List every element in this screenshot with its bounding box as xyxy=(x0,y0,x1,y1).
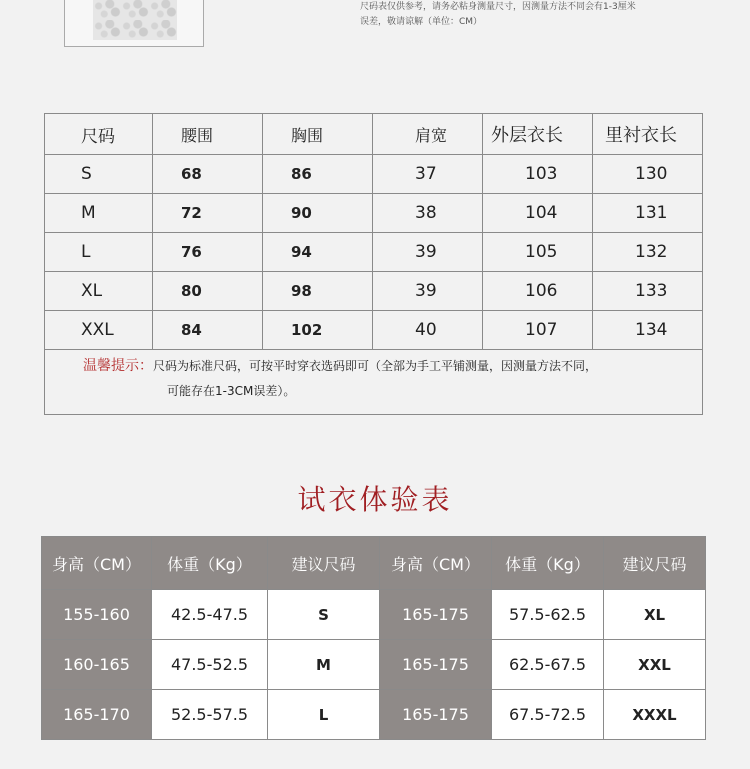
fit-section-title: 试衣体验表 xyxy=(297,483,453,516)
tips-line2: 可能存在1-3CM误差）。 xyxy=(167,384,296,398)
table-row xyxy=(45,155,703,194)
cell-weight: 42.5-47.5 xyxy=(152,590,268,640)
size-chart-table xyxy=(44,113,703,415)
cell-height: 165-175 xyxy=(380,640,492,690)
cell-suggested-size: M xyxy=(268,640,380,690)
cell-shoulder: 37 xyxy=(373,155,483,194)
tips-row xyxy=(45,350,703,415)
cell-waist: 68 xyxy=(153,155,263,194)
header-height: 身高（CM） xyxy=(380,537,492,590)
cell-size: S xyxy=(45,155,153,194)
cell-lining-length: 132 xyxy=(593,233,703,272)
tips-text1: 尺码为标准尺码，可按平时穿衣选码即可（全部为手工平铺测量，因测量方法不同， xyxy=(153,359,598,373)
header-shoulder: 肩宽 xyxy=(373,114,483,155)
size-note xyxy=(360,0,690,30)
cell-suggested-size: L xyxy=(268,690,380,740)
tips-label: 温馨提示： xyxy=(83,358,153,374)
cell-suggested-size: XL xyxy=(604,590,706,640)
cell-outer-length: 107 xyxy=(483,311,593,350)
cell-bust: 86 xyxy=(263,155,373,194)
table-row xyxy=(45,194,703,233)
fit-chart-header-row xyxy=(42,537,706,590)
cell-outer-length: 103 xyxy=(483,155,593,194)
size-chart-header-row xyxy=(45,114,703,155)
size-note-line2: 误差，敬请谅解（单位：CM） xyxy=(360,17,483,27)
table-row xyxy=(42,690,706,740)
cell-height: 155-160 xyxy=(42,590,152,640)
header-weight: 体重（Kg） xyxy=(492,537,604,590)
header-bust: 胸围 xyxy=(263,114,373,155)
header-height: 身高（CM） xyxy=(42,537,152,590)
cell-bust: 102 xyxy=(263,311,373,350)
cell-outer-length: 104 xyxy=(483,194,593,233)
cell-height: 165-175 xyxy=(380,690,492,740)
tips-cell xyxy=(45,350,703,415)
table-row xyxy=(45,311,703,350)
header-weight: 体重（Kg） xyxy=(152,537,268,590)
cell-size: XXL xyxy=(45,311,153,350)
cell-size: XL xyxy=(45,272,153,311)
header-lining-length: 里衬衣长 xyxy=(593,114,703,155)
product-image xyxy=(64,0,204,47)
header-outer-length: 外层衣长 xyxy=(483,114,593,155)
cell-weight: 47.5-52.5 xyxy=(152,640,268,690)
header-waist: 腰围 xyxy=(153,114,263,155)
cell-height: 165-170 xyxy=(42,690,152,740)
cell-size: L xyxy=(45,233,153,272)
cell-height: 165-175 xyxy=(380,590,492,640)
cell-suggested-size: S xyxy=(268,590,380,640)
cell-bust: 98 xyxy=(263,272,373,311)
header-suggested-size: 建议尺码 xyxy=(268,537,380,590)
cell-lining-length: 131 xyxy=(593,194,703,233)
header-suggested-size: 建议尺码 xyxy=(604,537,706,590)
cell-outer-length: 105 xyxy=(483,233,593,272)
cell-waist: 72 xyxy=(153,194,263,233)
lace-pattern xyxy=(93,0,177,40)
table-row xyxy=(42,590,706,640)
size-note-line1: 尺码表仅供参考，请务必粘身测量尺寸，因测量方法不同会有1-3厘米 xyxy=(360,2,636,12)
cell-size: M xyxy=(45,194,153,233)
table-row xyxy=(45,272,703,311)
cell-bust: 94 xyxy=(263,233,373,272)
cell-waist: 80 xyxy=(153,272,263,311)
table-row xyxy=(45,233,703,272)
cell-outer-length: 106 xyxy=(483,272,593,311)
table-row xyxy=(42,640,706,690)
cell-waist: 76 xyxy=(153,233,263,272)
cell-bust: 90 xyxy=(263,194,373,233)
cell-weight: 57.5-62.5 xyxy=(492,590,604,640)
cell-lining-length: 133 xyxy=(593,272,703,311)
cell-weight: 62.5-67.5 xyxy=(492,640,604,690)
fit-chart-table xyxy=(41,536,706,740)
cell-lining-length: 130 xyxy=(593,155,703,194)
cell-lining-length: 134 xyxy=(593,311,703,350)
cell-shoulder: 39 xyxy=(373,233,483,272)
cell-shoulder: 38 xyxy=(373,194,483,233)
cell-weight: 67.5-72.5 xyxy=(492,690,604,740)
cell-height: 160-165 xyxy=(42,640,152,690)
cell-shoulder: 39 xyxy=(373,272,483,311)
cell-shoulder: 40 xyxy=(373,311,483,350)
cell-suggested-size: XXXL xyxy=(604,690,706,740)
header-size: 尺码 xyxy=(45,114,153,155)
cell-suggested-size: XXL xyxy=(604,640,706,690)
tips-line1 xyxy=(83,354,694,379)
cell-waist: 84 xyxy=(153,311,263,350)
cell-weight: 52.5-57.5 xyxy=(152,690,268,740)
